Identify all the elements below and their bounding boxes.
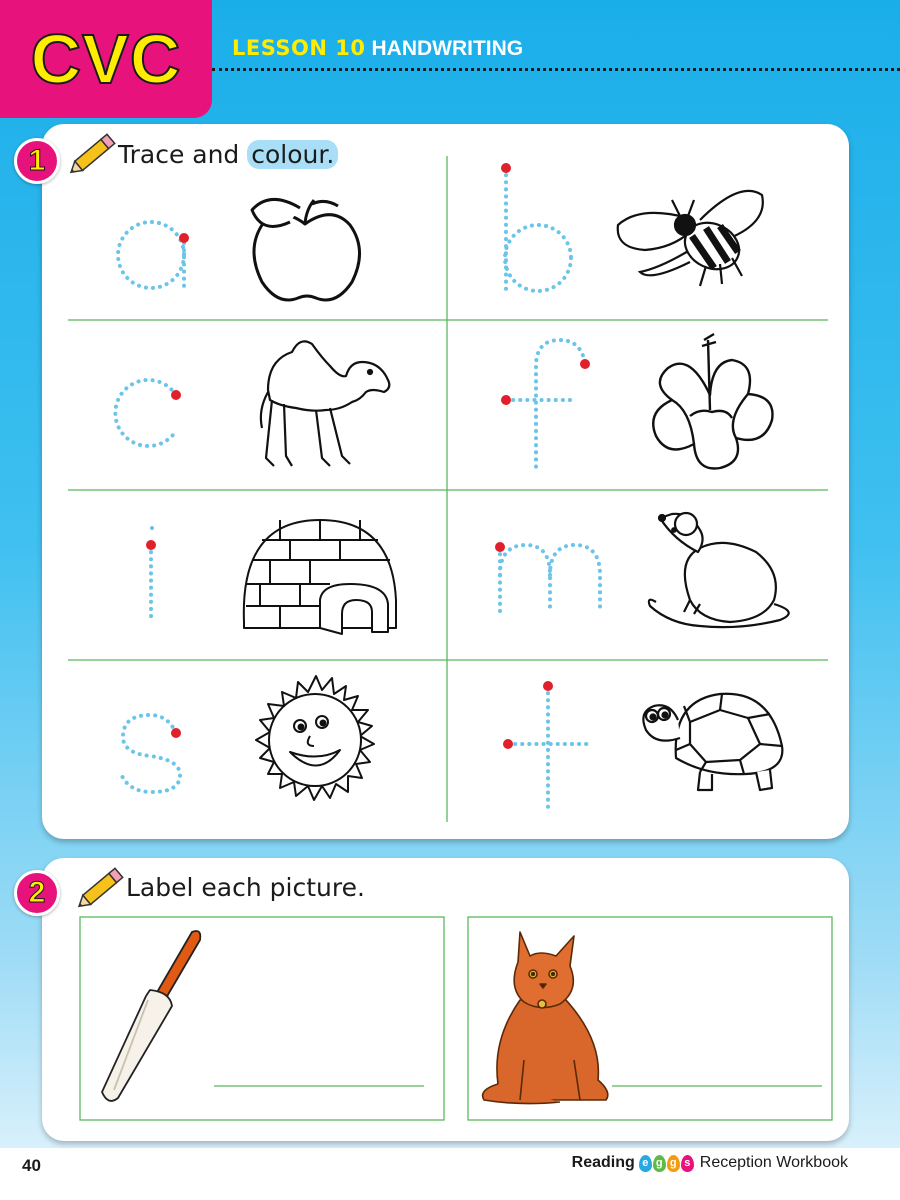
- label-box-bat: [80, 917, 444, 1120]
- section-label: HANDWRITING: [371, 37, 524, 60]
- activity2-instruction: Label each picture.: [126, 873, 365, 902]
- instruction-text: Trace and: [118, 140, 240, 169]
- egg-letter: s: [681, 1155, 694, 1172]
- egg-letter: e: [639, 1155, 652, 1172]
- lesson-label: LESSON 10: [232, 36, 366, 60]
- cvc-tab-label: CVC: [30, 20, 182, 98]
- page-number: 40: [22, 1156, 41, 1175]
- cat-icon: [483, 932, 608, 1104]
- brand-subtitle: Reception Workbook: [699, 1154, 848, 1171]
- egg-letter: g: [667, 1155, 680, 1172]
- brand-name: Reading: [571, 1154, 635, 1171]
- activity1-number: 1: [14, 138, 60, 184]
- cricket-bat-icon: [102, 931, 200, 1101]
- activity2-number: 2: [14, 870, 60, 916]
- brand-footer: [572, 1154, 848, 1172]
- instruction-highlight: colour.: [247, 140, 338, 169]
- egg-letter: g: [653, 1155, 666, 1172]
